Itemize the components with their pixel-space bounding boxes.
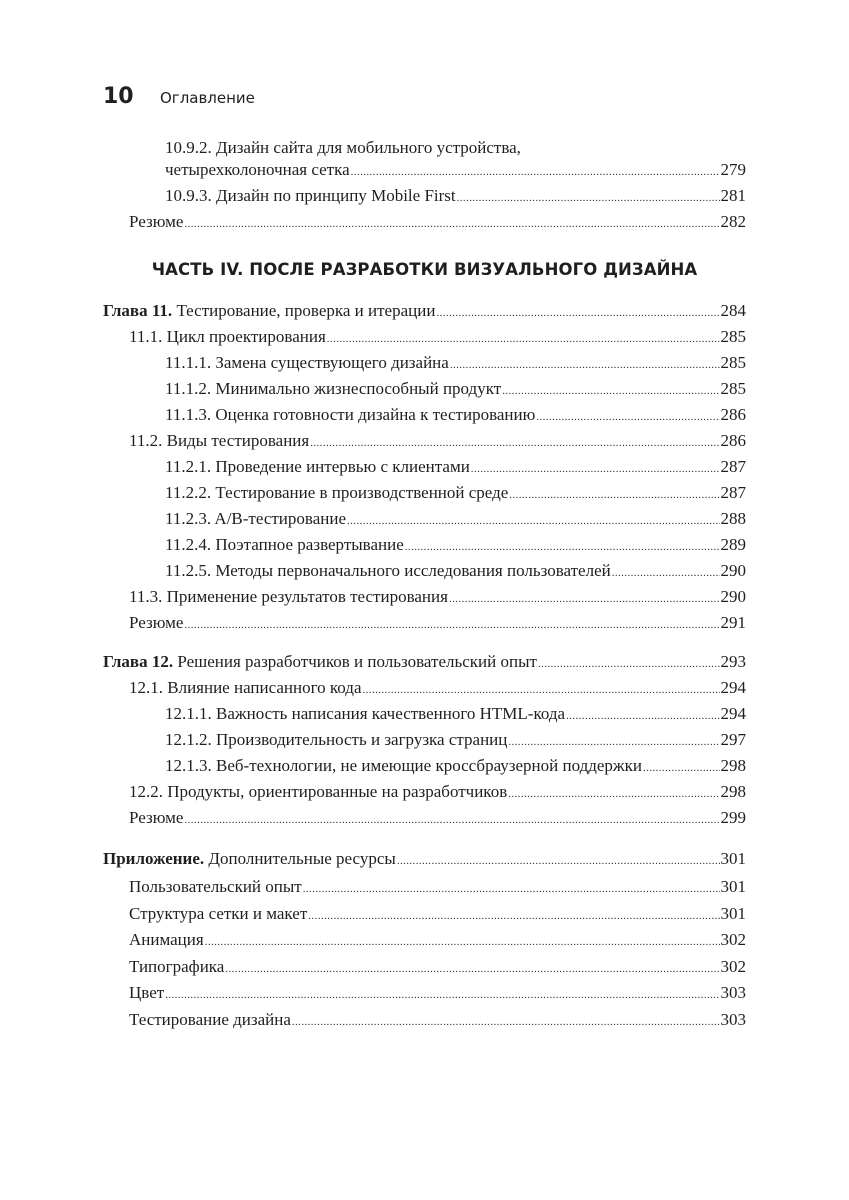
toc-entry-label: Цвет: [129, 983, 165, 1002]
toc-entry-label: 11.3. Применение результатов тестирования: [129, 587, 448, 606]
toc-entry[interactable]: [103, 211, 746, 233]
toc-entry-page: 282: [720, 212, 746, 231]
toc-entry-label: 12.1.3. Веб-технологии, не имеющие кроссбраузерной поддержки: [165, 756, 643, 775]
toc-chapter-12[interactable]: [103, 651, 746, 673]
toc-entry-page: 298: [720, 756, 746, 775]
part-title: ЧАСТЬ IV. ПОСЛЕ РАЗРАБОТКИ ВИЗУАЛЬНОГО ДИЗАЙНА: [151, 260, 698, 279]
toc-entry[interactable]: [103, 508, 746, 530]
toc-entry-label: 11.2.1. Проведение интервью с клиентами: [165, 457, 470, 476]
toc-entry-label: 11.2.2. Тестирование в производственной среде: [165, 483, 509, 502]
toc-entry-line1: 10.9.2. Дизайн сайта для мобильного устройства,: [165, 138, 521, 157]
dot-leader: [165, 984, 719, 1006]
toc-entry-label: 11.1.3. Оценка готовности дизайна к тестированию: [165, 405, 536, 424]
chapter-title: Тестирование, проверка и итерации: [176, 301, 436, 320]
dot-leader: [347, 510, 720, 532]
dot-leader: [508, 731, 719, 753]
toc-entry[interactable]: [103, 903, 746, 925]
dot-leader: [643, 757, 719, 779]
dot-leader: [351, 161, 720, 183]
dot-leader: [457, 187, 720, 209]
dot-leader: [502, 380, 719, 402]
dot-leader: [566, 705, 719, 727]
chapter-prefix: Глава 11.: [103, 301, 173, 320]
toc-entry[interactable]: [103, 482, 746, 504]
dot-leader: [327, 328, 720, 350]
toc-entry-label: 11.2.4. Поэтапное развертывание: [165, 535, 404, 554]
toc-entry-page: 285: [720, 379, 746, 398]
toc-entry[interactable]: [103, 326, 746, 348]
toc-entry-label: Тестирование дизайна: [129, 1010, 291, 1029]
toc-entry[interactable]: [103, 677, 746, 699]
dot-leader: [225, 958, 719, 980]
toc-entry-page: 287: [720, 483, 746, 502]
dot-leader: [205, 931, 720, 953]
dot-leader: [509, 484, 719, 506]
toc-entry-page: 294: [720, 678, 746, 697]
toc-entry-label: Структура сетки и макет: [129, 904, 308, 923]
dot-leader: [310, 432, 719, 454]
toc-entry-page: 303: [720, 1010, 746, 1029]
toc-entry-page: 303: [720, 983, 746, 1002]
toc-entry-label: Анимация: [129, 930, 204, 949]
toc-entry-page: 301: [720, 904, 746, 923]
dot-leader: [405, 536, 720, 558]
toc-entry[interactable]: [103, 876, 746, 898]
toc-entry-label: 11.1. Цикл проектирования: [129, 327, 326, 346]
toc-entry-page: 284: [720, 301, 746, 320]
toc-entry-page: 294: [720, 704, 746, 723]
toc-entry[interactable]: [103, 929, 746, 951]
dot-leader: [363, 679, 720, 701]
toc-entry-page: 297: [720, 730, 746, 749]
dot-leader: [292, 1011, 720, 1033]
dot-leader: [184, 809, 719, 831]
toc-entry-label: Резюме: [129, 212, 184, 231]
toc-entry[interactable]: [103, 703, 746, 725]
dot-leader: [612, 562, 720, 584]
toc-entry-label: 11.2.5. Методы первоначального исследования пользователей: [165, 561, 611, 580]
toc-entry-page: 279: [720, 160, 746, 179]
toc-entry-page: 290: [720, 561, 746, 580]
toc-entry-label: 11.1.2. Минимально жизнеспособный продукт: [165, 379, 502, 398]
chapter-prefix: Глава 12.: [103, 652, 174, 671]
toc-entry[interactable]: [103, 430, 746, 452]
toc-entry-label: 12.2. Продукты, ориентированные на разработчиков: [129, 782, 508, 801]
toc-entry-page: 287: [720, 457, 746, 476]
toc-entry-page: 302: [720, 930, 746, 949]
toc-entry[interactable]: [103, 982, 746, 1004]
toc-entry-page: 289: [720, 535, 746, 554]
toc-entry[interactable]: [103, 352, 746, 374]
toc-entry[interactable]: [103, 534, 746, 556]
toc-entry-page: 286: [720, 405, 746, 424]
toc-chapter-11[interactable]: [103, 300, 746, 322]
toc-entry[interactable]: [103, 560, 746, 582]
page-number: 10: [103, 84, 134, 109]
toc-entry[interactable]: [103, 612, 746, 634]
toc-chapter-label: [103, 848, 396, 870]
toc-entry[interactable]: [103, 456, 746, 478]
toc-entry-label: четырехколоночная сетка: [165, 160, 350, 179]
toc-chapter-label: [103, 300, 435, 322]
toc-entry-label: 11.1.1. Замена существующего дизайна: [165, 353, 449, 372]
toc-entry[interactable]: [103, 586, 746, 608]
toc-entry-page: 298: [720, 782, 746, 801]
toc-entry[interactable]: [103, 807, 746, 829]
toc-entry[interactable]: [103, 956, 746, 978]
toc-entry[interactable]: [103, 1009, 746, 1031]
dot-leader: [397, 850, 720, 872]
dot-leader: [508, 783, 719, 805]
toc-entry-label: Резюме: [129, 613, 184, 632]
toc-entry-page: 299: [720, 808, 746, 827]
dot-leader: [450, 354, 720, 376]
toc-entry-page: 293: [720, 652, 746, 671]
toc-entry[interactable]: [103, 378, 746, 400]
toc-entry-label: Типографика: [129, 957, 225, 976]
toc-entry[interactable]: [103, 185, 746, 207]
toc-entry-page: 285: [720, 353, 746, 372]
toc-entry[interactable]: [103, 404, 746, 426]
dot-leader: [471, 458, 720, 480]
dot-leader: [436, 302, 719, 324]
running-title: Оглавление: [160, 89, 255, 107]
toc-entry[interactable]: [103, 729, 746, 751]
toc-entry[interactable]: [103, 781, 746, 803]
toc-entry[interactable]: [103, 755, 746, 777]
dot-leader: [308, 905, 719, 927]
dot-leader: [536, 406, 719, 428]
toc-entry-label: 11.2.3. A/B-тестирование: [165, 509, 346, 528]
appendix-prefix: Приложение.: [103, 849, 205, 868]
page-header: [103, 84, 255, 114]
toc-entry[interactable]: [103, 159, 746, 181]
toc-entry-label: Пользовательский опыт: [129, 877, 302, 896]
toc-entry-page: 290: [720, 587, 746, 606]
dot-leader: [538, 653, 720, 675]
dot-leader: [303, 878, 720, 900]
toc-entry-label: 10.9.3. Дизайн по принципу Mobile First: [165, 186, 456, 205]
toc-entry-label: 12.1. Влияние написанного кода: [129, 678, 362, 697]
toc-entry-label: 12.1.1. Важность написания качественного HTML-кода: [165, 704, 566, 723]
toc-entry-label: Резюме: [129, 808, 184, 827]
toc-appendix[interactable]: [103, 848, 746, 870]
toc-entry-page: 291: [720, 613, 746, 632]
chapter-title: Решения разработчиков и пользовательский опыт: [177, 652, 537, 671]
toc-entry-page: 302: [720, 957, 746, 976]
toc-entry-page: 281: [720, 186, 746, 205]
toc-entry-page: 285: [720, 327, 746, 346]
toc-entry-label: 11.2. Виды тестирования: [129, 431, 310, 450]
toc-entry-label: 12.1.2. Производительность и загрузка страниц: [165, 730, 508, 749]
dot-leader: [449, 588, 720, 610]
dot-leader: [184, 614, 719, 636]
dot-leader: [184, 213, 719, 235]
toc-entry-page: 301: [720, 877, 746, 896]
toc-entry-page: 301: [720, 849, 746, 868]
toc-entry-page: 286: [720, 431, 746, 450]
toc-chapter-label: [103, 651, 537, 673]
toc-entry-page: 288: [720, 509, 746, 528]
appendix-title: Дополнительные ресурсы: [208, 849, 396, 868]
